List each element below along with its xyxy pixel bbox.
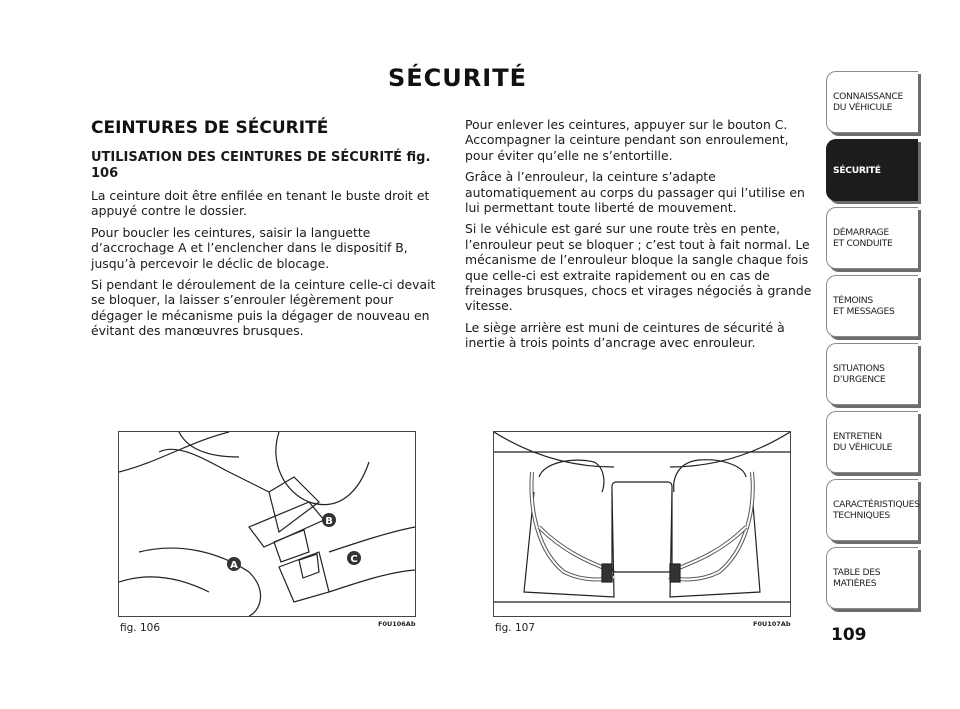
buckle-illustration <box>119 432 415 616</box>
figure-106 <box>118 431 416 617</box>
tab-entretien[interactable] <box>826 411 918 473</box>
tab-label: CONNAISSANCE DU VÉHICULE <box>833 91 903 113</box>
label-c-marker <box>347 551 361 565</box>
left-column <box>91 150 441 345</box>
paragraph: Pour boucler les ceintures, saisir la languette d’accrochage A et l’enclencher dans le dispositif B, jusqu’à percevoir le déclic de blocage. <box>91 224 408 271</box>
rear-seats-illustration <box>494 432 790 616</box>
tab-situations[interactable] <box>826 343 918 405</box>
tab-demarrage[interactable] <box>826 207 918 269</box>
label-b-marker <box>322 513 336 527</box>
tab-temoins[interactable] <box>826 275 918 337</box>
right-column <box>465 117 817 357</box>
label-a: A <box>230 560 238 571</box>
figure-107-caption: fig. 107 <box>495 622 535 634</box>
page-number: 109 <box>831 625 867 645</box>
tab-caracteristiques[interactable] <box>826 479 918 541</box>
figure-107 <box>493 431 791 617</box>
chapter-tabs <box>826 71 918 615</box>
label-c: C <box>350 554 358 565</box>
paragraph: Pour enlever les ceintures, appuyer sur le bouton C. Accompagner la ceinture pendant son enroulement, pour éviter qu’elle ne s’entortille. <box>465 117 789 163</box>
paragraph: Le siège arrière est muni de ceintures de sécurité à inertie à trois points d’ancrage avec enrouleur. <box>465 319 785 351</box>
paragraph: Si le véhicule est garé sur une route très en pente, l’enrouleur peut se bloquer ; c’est tout à fait normal. Le mécanisme de l’enrouleur bloque la sangle chaque fois que celle-ci est extraite rapidement ou en cas de freinages brusques, chocs et virages négociés à grande vitesse. <box>465 221 812 314</box>
paragraph: Si pendant le déroulement de la ceinture celle-ci devait se bloquer, la laisser s’enrouler légèrement pour dégager le mécanisme puis la dégager de nouveau en évitant des manœuvres brusques. <box>91 277 436 339</box>
figure-107-code: F0U107Ab <box>753 620 791 628</box>
tab-label: SÉCURITÉ <box>833 164 881 176</box>
tab-label: TÉMOINS ET MESSAGES <box>833 295 895 317</box>
paragraph: La ceinture doit être enfilée en tenant le buste droit et appuyé contre le dossier. <box>91 188 430 219</box>
tab-label: TABLE DES MATIÈRES <box>833 567 881 589</box>
figure-106-caption: fig. 106 <box>120 622 160 634</box>
figure-106-code: F0U106Ab <box>378 620 416 628</box>
tab-label: ENTRETIEN DU VÉHICULE <box>833 431 893 453</box>
tab-label: SITUATIONS D’URGENCE <box>833 363 886 385</box>
label-b: B <box>325 516 333 527</box>
tab-label: CARACTÉRISTIQUES TECHNIQUES <box>833 499 920 521</box>
section-title: CEINTURES DE SÉCURITÉ <box>91 118 329 138</box>
tab-connaissance[interactable] <box>826 71 918 133</box>
subheading: UTILISATION DES CEINTURES DE SÉCURITÉ fig. 106 <box>91 150 431 181</box>
tab-securite[interactable] <box>826 139 918 201</box>
tab-label: DÉMARRAGE ET CONDUITE <box>833 227 893 249</box>
page-title: SÉCURITÉ <box>388 64 527 92</box>
label-a-marker <box>227 557 241 571</box>
paragraph: Grâce à l’enrouleur, la ceinture s’adapte automatiquement au corps du passager qui l’utilise en lui permettant toute liberté de mouvement. <box>465 169 805 216</box>
tab-table[interactable] <box>826 547 918 609</box>
